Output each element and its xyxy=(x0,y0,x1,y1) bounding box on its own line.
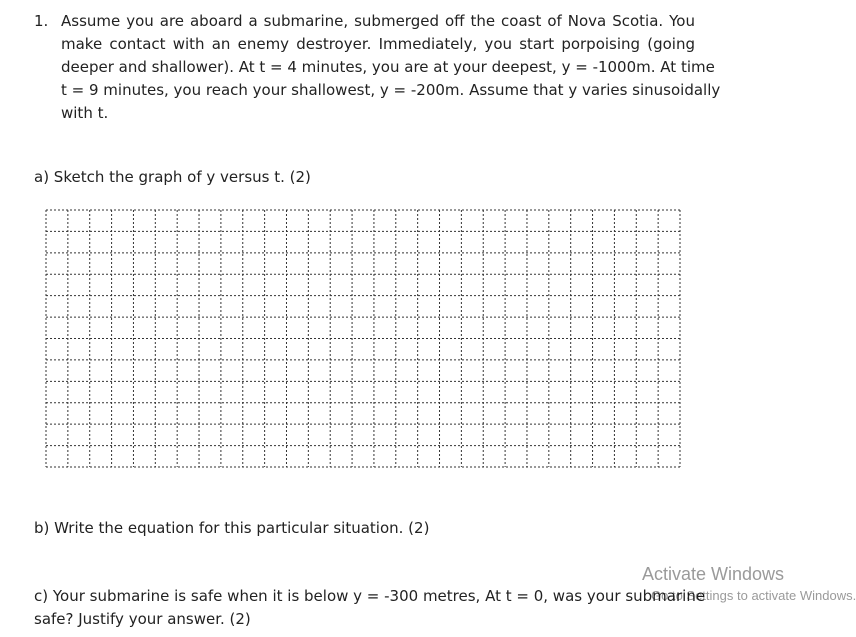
part-c-prompt-line-1: c) Your submarine is safe when it is below y = -300 metres, At t = 0, was your submarine xyxy=(34,587,706,605)
part-b-prompt: b) Write the equation for this particular situation. (2) xyxy=(34,519,430,537)
activate-windows-watermark-subtitle: Go to Settings to activate Windows. xyxy=(651,588,856,603)
question-line: deeper and shallower). At t = 4 minutes, you are at your deepest, y = -1000m. At time xyxy=(61,58,715,76)
question-number: 1. xyxy=(34,12,49,30)
question-line: with t. xyxy=(61,104,109,122)
graph-grid xyxy=(45,209,681,468)
activate-windows-watermark-title: Activate Windows xyxy=(642,564,785,584)
graph-grid-svg xyxy=(45,209,681,468)
part-a-prompt: a) Sketch the graph of y versus t. (2) xyxy=(34,168,311,186)
question-text xyxy=(61,10,721,125)
question-line: make contact with an enemy destroyer. Immediately, you start porpoising (going xyxy=(61,35,695,53)
part-c-prompt-line-2: safe? Justify your answer. (2) xyxy=(34,610,251,628)
question-line: Assume you are aboard a submarine, submerged off the coast of Nova Scotia. You xyxy=(61,12,695,30)
question-line: t = 9 minutes, you reach your shallowest, y = -200m. Assume that y varies sinusoidally xyxy=(61,81,721,99)
